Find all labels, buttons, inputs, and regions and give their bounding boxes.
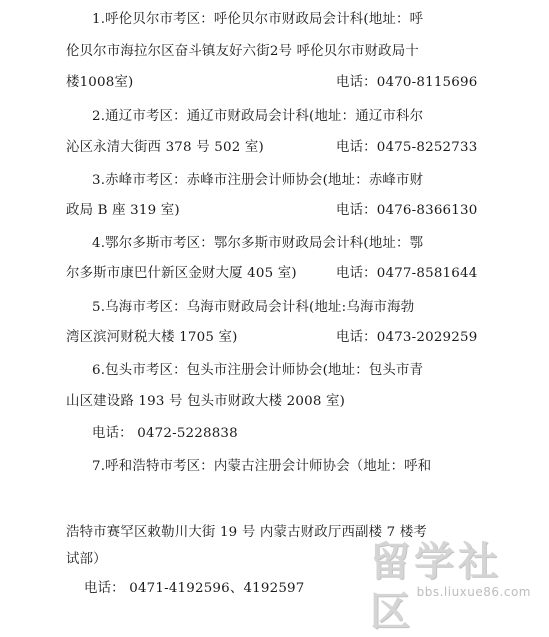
entry-1-line-3: 楼1008室)	[66, 75, 134, 90]
entry-3-phone: 电话：0476-8366130	[336, 203, 478, 218]
entry-1-line-1: 1.呼伦贝尔市考区：呼伦贝尔市财政局会计科(地址：呼	[92, 12, 424, 27]
entry-5-phone: 电话：0473-2029259	[336, 330, 478, 345]
entry-7-line-3: 试部）	[66, 552, 107, 567]
entry-7-line-2: 浩特市赛罕区敕勒川大街 19 号 内蒙古财政厅西副楼 7 楼考	[66, 525, 428, 540]
entry-4-phone: 电话：0477-8581644	[336, 266, 478, 281]
entry-3-line-1: 3.赤峰市考区：赤峰市注册会计师协会(地址：赤峰市财	[92, 173, 424, 188]
entry-3-line-2: 政局 B 座 319 室)	[66, 203, 180, 218]
entry-1-line-2: 伦贝尔市海拉尔区奋斗镇友好六街2号 呼伦贝尔市财政局十	[66, 44, 419, 59]
entry-2-line-2: 沁区永清大街西 378 号 502 室)	[66, 140, 264, 155]
entry-7-phone: 电话： 0471-4192596、4192597	[84, 581, 305, 596]
entry-4-line-2: 尔多斯市康巴什新区金财大厦 405 室)	[66, 266, 297, 281]
site-watermark	[370, 537, 535, 635]
entry-5-line-1: 5.乌海市考区：乌海市财政局会计科(地址:乌海市海勃	[92, 300, 415, 315]
entry-6-line-2: 山区建设路 193 号 包头市财政大楼 2008 室)	[66, 394, 346, 409]
entry-5-line-2: 湾区滨河财税大楼 1705 室)	[66, 330, 238, 345]
watermark-url: bbs.liuxue86.com	[416, 585, 531, 599]
entry-7-line-1: 7.呼和浩特市考区：内蒙古注册会计师协会（地址：呼和	[92, 459, 432, 474]
entry-6-line-1: 6.包头市考区：包头市注册会计师协会(地址：包头市青	[92, 363, 424, 378]
entry-2-line-1: 2.通辽市考区：通辽市财政局会计科(地址：通辽市科尔	[92, 109, 424, 124]
watermark-logo-text: 留学社区	[370, 539, 502, 635]
entry-2-phone: 电话：0475-8252733	[336, 140, 478, 155]
entry-1-phone: 电话：0470-8115696	[336, 75, 478, 90]
entry-6-phone: 电话： 0472-5228838	[92, 426, 238, 441]
entry-4-line-1: 4.鄂尔多斯市考区：鄂尔多斯市财政局会计科(地址：鄂	[92, 236, 424, 251]
